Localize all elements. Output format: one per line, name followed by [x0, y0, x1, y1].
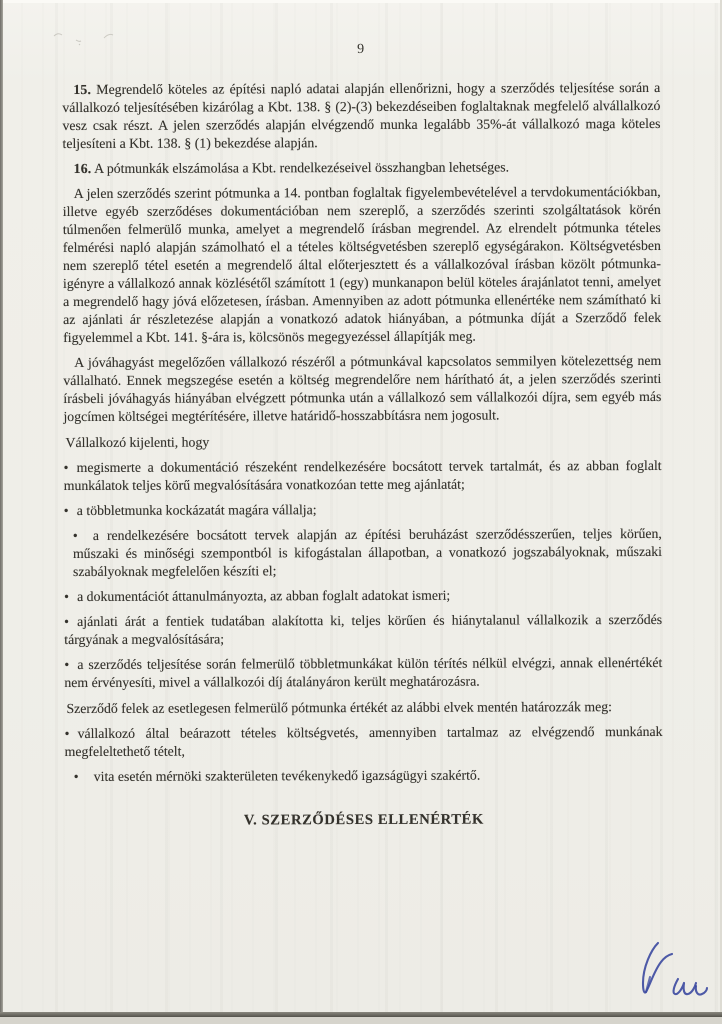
paragraph-15-number: 15. [73, 81, 92, 98]
declaration-bullet-6-text: a szerződés teljesítése során felmerülő többletmunkákat külön térítés nélkül elvégzi, annak ellenértékét nem érvényesíti, mivel a vállalkozói díj átalányáron került meghatározásra. [64, 654, 663, 691]
paragraph-16 [63, 158, 661, 178]
handwritten-initials [606, 933, 714, 1021]
declaration-bullet-3-text: a rendelkezésére bocsátott tervek alapján az építési beruházást szerződésszerűen, teljes körűen, műszaki és minőségi szempontból is kifogástalan állapotban, a vonatkozó jogszabályoknak, műszaki szabályoknak megfelelően készíti el; [72, 525, 662, 580]
bullet-icon: • [64, 657, 70, 673]
principle-bullet-2 [65, 766, 663, 786]
declaration-bullet-5 [64, 611, 662, 649]
principle-bullet-1 [65, 723, 663, 761]
bullet-icon: • [64, 589, 69, 605]
section-heading: V. SZERZŐDÉSES ELLENÉRTÉK [243, 811, 484, 829]
bullet-icon: • [63, 503, 69, 519]
bullet-icon: • [64, 726, 70, 742]
declaration-bullet-1 [64, 457, 662, 495]
bullet-icon: • [64, 614, 70, 630]
scan-edge-bottom-under [0, 1017, 722, 1024]
bullet-icon: • [63, 460, 69, 476]
paragraph-16-text: A pótmunkák elszámolása a Kbt. rendelkezéseivel összhangban lehetséges. [94, 159, 510, 176]
principle-bullet-1-text: vállalkozó által beárazott tételes költségvetés, amennyiben tartalmaz az elvégzendő munkának megfeleltethető tételt, [64, 723, 663, 760]
text-block [62, 79, 663, 830]
principle-bullet-2-text: vita esetén mérnöki szakterületen tevékenykedő igazságügyi szakértő. [93, 767, 481, 784]
paragraph-16-number: 16. [73, 160, 92, 177]
declaration-bullet-4 [64, 586, 662, 606]
paragraph-approval: A jóváhagyást megelőzően vállalkozó részéről a pótmunkával kapcsolatos semmilyen kötelezettség nem vállalható. Ennek megszegése esetén a költség megrendelőre nem hárítható át, a jelen szerződés szerinti írásbeli jóváhagyás hiányában elvégzett pótmunka után a vállalkozó sem vállalkozói díjra, sem egyéb más jogcímen költségei megtérítésére, illetve határidő-hosszabbításra nem jogosult. [63, 352, 662, 425]
declaration-bullet-3 [64, 525, 662, 581]
bullet-icon: • [72, 527, 78, 544]
page-number: 9 [357, 41, 366, 58]
declaration-bullet-1-text: megismerte a dokumentáció részeként rendelkezésére bocsátott tervek tartalmát, és az abban foglalt munkálatok teljes körű megvalósítására vonatkozóan tette meg ajánlatát; [63, 457, 662, 494]
declaration-bullet-6 [64, 654, 662, 692]
declaration-bullet-2-text: a többletmunka kockázatát magára vállalja; [76, 502, 317, 518]
declaration-bullet-5-text: ajánlati árát a fentiek tudatában alakította ki, teljes körűen és hiánytalanul vállalkozik a szerződés tárgyának a megvalósítására; [64, 611, 663, 648]
declaration-bullet-4-text: a dokumentációt áttanulmányozta, az abban foglalt adatokat ismeri; [77, 587, 451, 604]
paragraph-potmunka-definition: A jelen szerződés szerint pótmunka a 14. pontban foglaltak figyelembevételével a tervdokumentációkban, illetve egyéb szerződéses dokumentációban nem szereplő, a szerződés szerinti szolgáltatások körén túlmenően felmerülő munka, amelyet a megrendelő írásban megrendel. Az elrendelt pótmunka tételes felmérési napló alapján számolható el a tételes költségvetésben szereplő egységárakon. Költségvetésben nem szereplő tétel esetén a megrendelő által előterjesztett és a vállalkozóval írásban közölt pótmunka-igényre a vállalkozó annak közlésétől számított 1 (egy) munkanapon belül köteles árajánlatot tenni, amelyet a megrendelő hagy jóvá előzetesen, írásban. Amennyiben az adott pótmunka ellenértéke nem számítható ki az ajánlati ár részletezése alapján a vonatkozó adatok hiányában, a pótmunka díját a Szerződő felek figyelemmel a Kbt. 141. §-ára is, kölcsönös megegyezéssel állapítják meg. [62, 183, 662, 346]
paragraph-15 [62, 79, 660, 153]
bullet-icon: • [73, 768, 79, 785]
declaration-intro: Vállalkozó kijelenti, hogy [65, 434, 210, 451]
principles-intro: Szerződő felek az esetlegesen felmerülő pótmunka értékét az alábbi elvek mentén határozzák meg: [66, 699, 612, 717]
paragraph-15-text: Megrendelő köteles az építési napló adatai alapján ellenőrizni, hogy a szerződés teljesítése során a vállalkozó teljesítésében kizárólag a Kbt. 138. § (2)-(3) bekezdéseiben foglaltaknak megfelelő alvállalkozó vesz csak részt. A jelen szerződés alapján elvégzendő munka legalább 35%-át vállalkozó maga köteles teljesíteni a Kbt. 138. § (1) bekezdése alapján. [62, 79, 661, 152]
declaration-bullet-2 [64, 500, 662, 520]
